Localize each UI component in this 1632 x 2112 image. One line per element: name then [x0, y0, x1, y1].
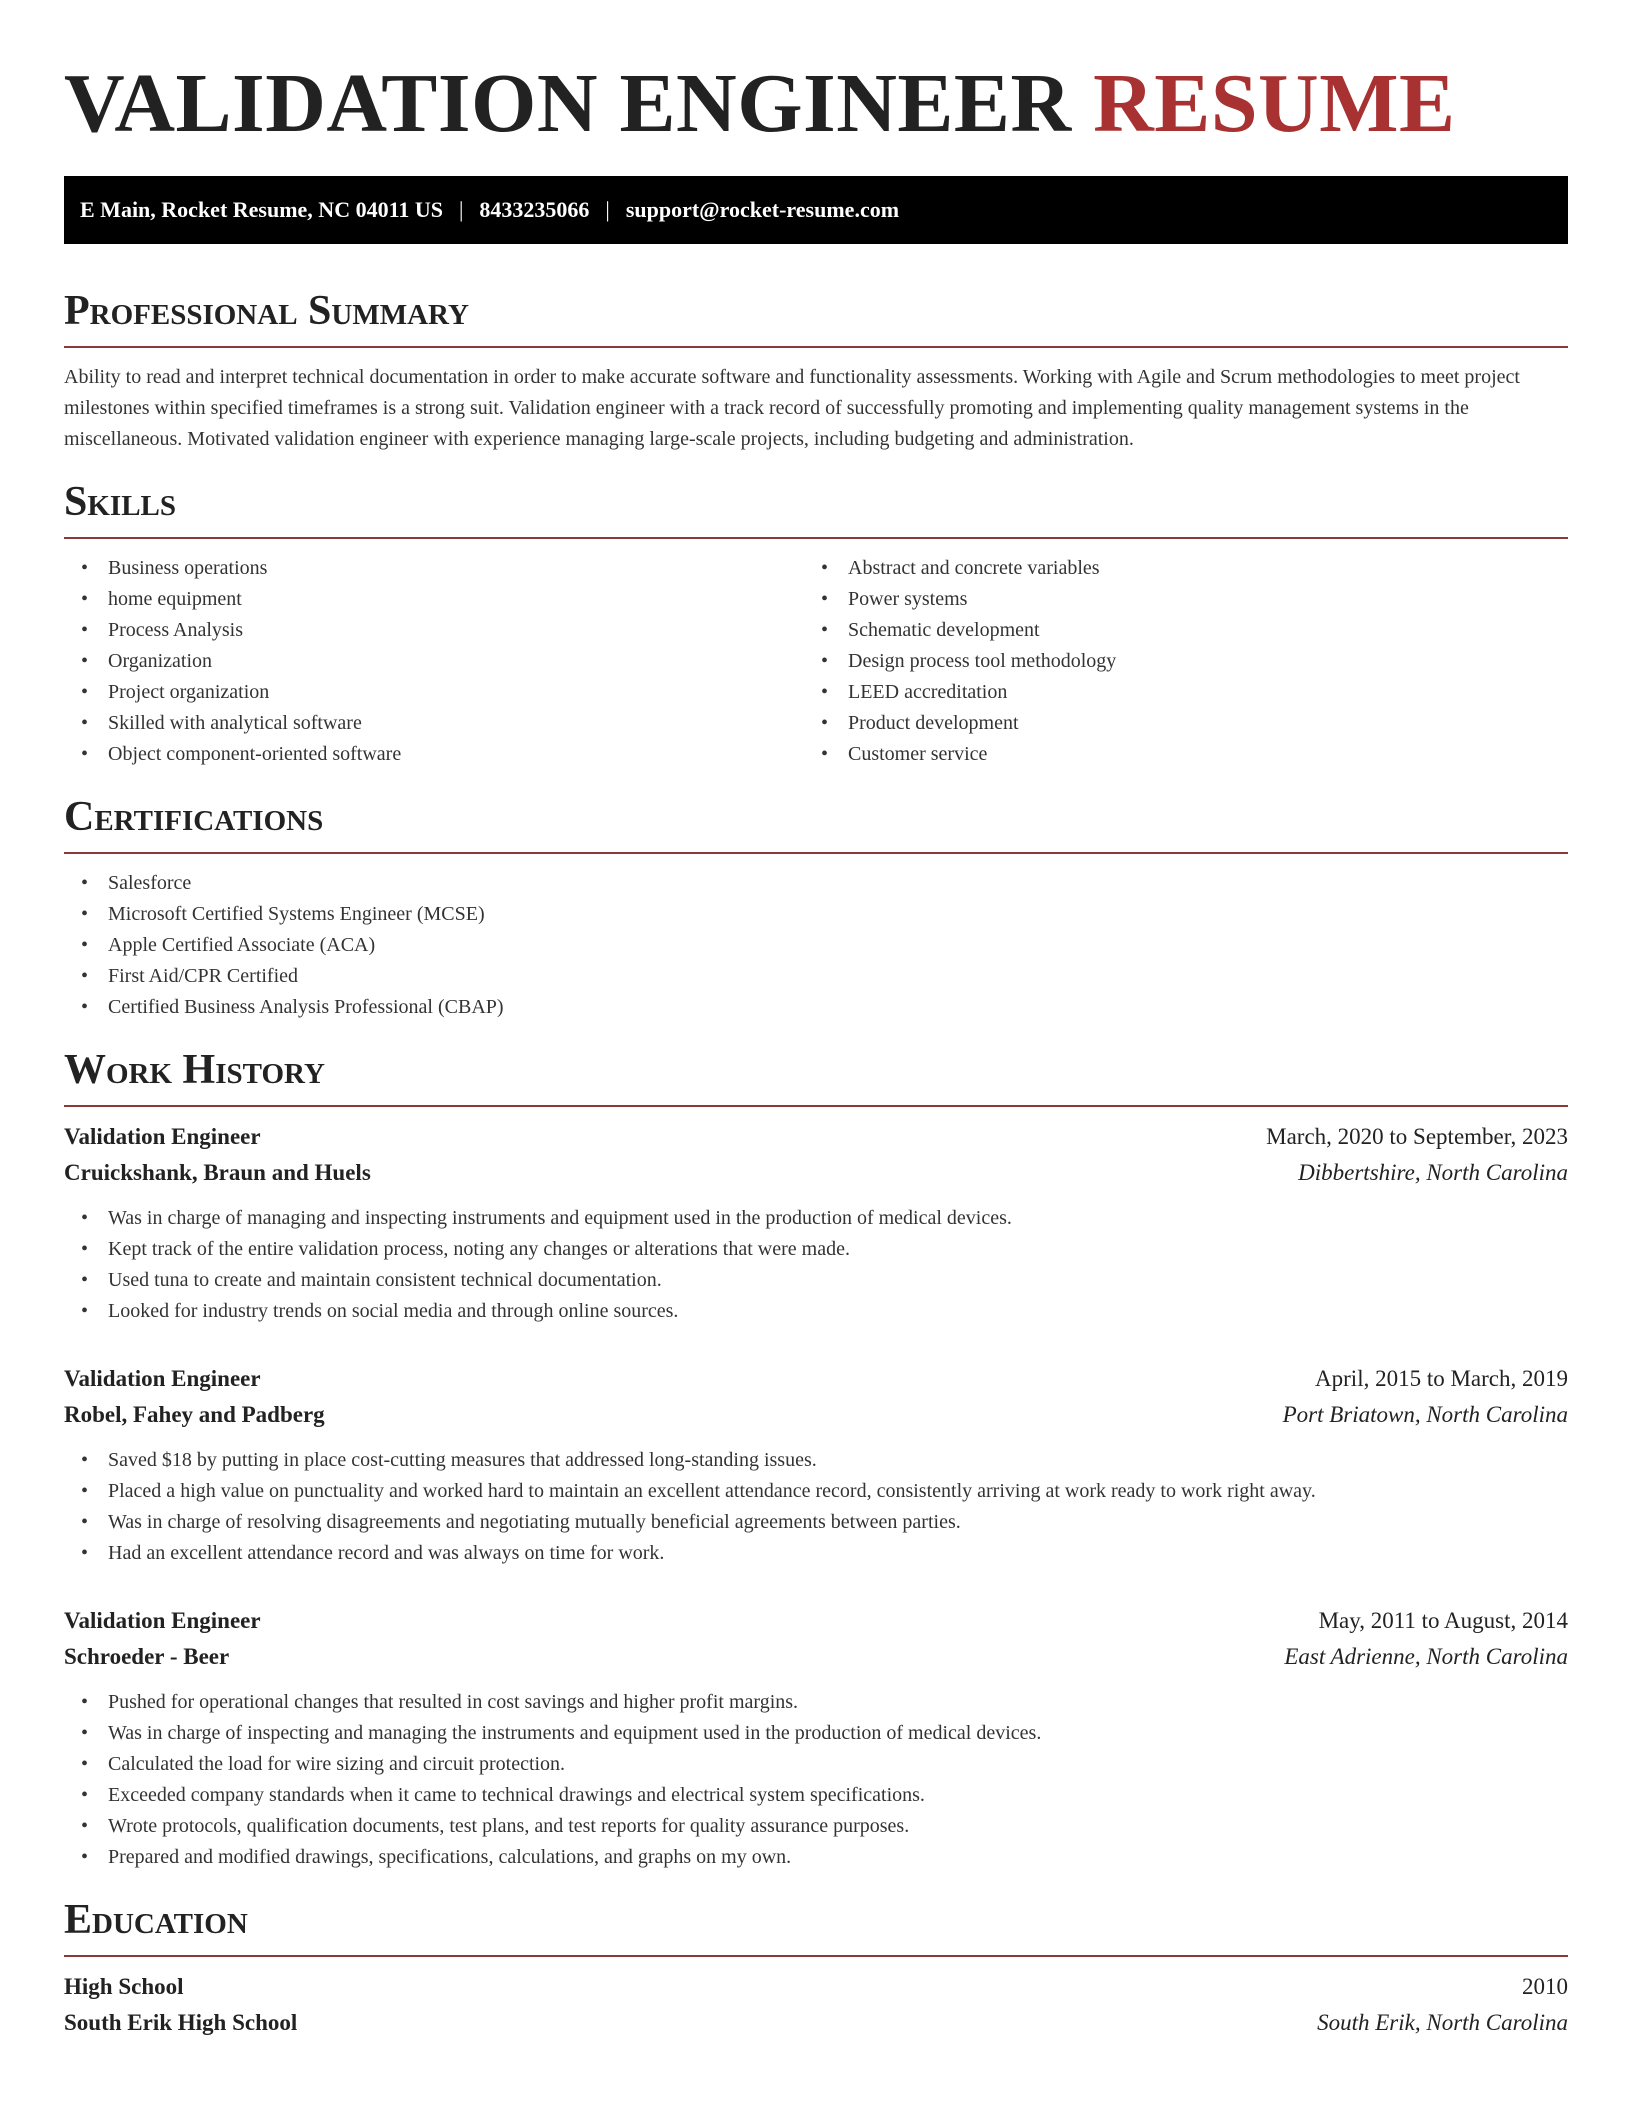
job-bullet [64, 1811, 1568, 1842]
bullet-icon: • [821, 743, 829, 765]
job-bullet-text: Kept track of the entire validation process, noting any changes or alterations that were made. [108, 1238, 850, 1260]
bullet-icon: • [81, 1300, 89, 1322]
skill-item [64, 708, 804, 739]
bullet-icon: • [81, 619, 89, 641]
skill-item-text: Business operations [108, 557, 268, 579]
certification-item [64, 992, 1568, 1023]
bullet-icon: • [81, 1449, 89, 1471]
job-bullet [64, 1265, 1568, 1296]
skill-item-text: LEED accreditation [848, 681, 1008, 703]
skill-item [804, 708, 1544, 739]
job-bullet [64, 1203, 1568, 1234]
job-location: Dibbertshire, North Carolina [1298, 1160, 1568, 1185]
bullet-icon: • [821, 619, 829, 641]
job-title: Validation Engineer [64, 1608, 261, 1633]
skill-item-text: Project organization [108, 681, 270, 703]
skill-item [804, 553, 1544, 584]
title-accent: RESUME [1093, 57, 1456, 150]
skill-item [64, 584, 804, 615]
skills-list-right [804, 553, 1544, 770]
skill-item-text: Organization [108, 650, 213, 672]
education-entry [64, 1969, 1568, 2041]
bullet-icon: • [81, 1207, 89, 1229]
skill-item [64, 677, 804, 708]
job-bullet [64, 1780, 1568, 1811]
education-year: 2010 [1522, 1974, 1568, 1999]
job-bullet-text: Pushed for operational changes that resulted in cost savings and higher profit margins. [108, 1691, 799, 1713]
skill-item [64, 553, 804, 584]
job-company: Schroeder - Beer [64, 1644, 230, 1669]
section-heading-summary: Professional Summary [64, 288, 469, 334]
bullet-icon: • [81, 934, 89, 956]
job-dates: April, 2015 to March, 2019 [1315, 1366, 1568, 1391]
bullet-icon: • [81, 650, 89, 672]
contact-email: support@rocket-resume.com [625, 197, 900, 222]
bullet-icon: • [81, 588, 89, 610]
job-company: Cruickshank, Braun and Huels [64, 1160, 371, 1185]
certification-item-text: Microsoft Certified Systems Engineer (MCSE) [108, 903, 485, 925]
certification-item [64, 961, 1568, 992]
job-bullet [64, 1296, 1568, 1327]
bullet-icon: • [81, 1784, 89, 1806]
section-heading-certifications: Certifications [64, 794, 324, 840]
skills-grid [64, 539, 1568, 770]
bullet-icon: • [81, 965, 89, 987]
job-bullets [64, 1687, 1568, 1873]
skill-item [804, 584, 1544, 615]
job-bullet [64, 1445, 1568, 1476]
job-bullet-text: Was in charge of inspecting and managing the instruments and equipment used in the production of medical devices. [108, 1722, 1042, 1744]
certifications-section [64, 792, 1568, 1023]
job-bullets [64, 1203, 1568, 1327]
job-bullet [64, 1234, 1568, 1265]
bullet-icon: • [81, 743, 89, 765]
job-bullet-text: Wrote protocols, qualification documents, test plans, and test reports for quality assurance purposes. [108, 1815, 910, 1837]
job-bullet [64, 1842, 1568, 1873]
skill-item-text: Process Analysis [108, 619, 243, 641]
skill-item-text: Abstract and concrete variables [848, 557, 1100, 579]
job-bullet-text: Placed a high value on punctuality and worked hard to maintain an excellent attendance record, consistently arriving at work ready to work right away. [108, 1480, 1316, 1502]
certification-item [64, 868, 1568, 899]
job-bullets [64, 1445, 1568, 1569]
job-company: Robel, Fahey and Padberg [64, 1402, 325, 1427]
job-bullet [64, 1507, 1568, 1538]
section-divider [64, 1105, 1568, 1107]
bullet-icon: • [81, 903, 89, 925]
bullet-icon: • [821, 650, 829, 672]
job-bullet-text: Looked for industry trends on social media and through online sources. [108, 1300, 679, 1322]
bullet-icon: • [81, 872, 89, 894]
certification-item-text: Apple Certified Associate (ACA) [108, 934, 376, 956]
bullet-icon: • [81, 681, 89, 703]
contact-address: E Main, Rocket Resume, NC 04011 US [80, 197, 443, 222]
skill-item-text: Customer service [848, 743, 988, 765]
skill-item [804, 739, 1544, 770]
work-history-section [64, 1045, 1568, 1873]
job-entry [64, 1361, 1568, 1569]
certification-item [64, 930, 1568, 961]
certifications-list [64, 868, 1568, 1023]
education-section [64, 1895, 1568, 2041]
skill-item-text: Skilled with analytical software [108, 712, 362, 734]
bullet-icon: • [81, 1269, 89, 1291]
job-bullet-text: Saved $18 by putting in place cost-cutting measures that addressed long-standing issues. [108, 1449, 817, 1471]
section-divider [64, 852, 1568, 854]
section-heading-work-history: Work History [64, 1047, 325, 1093]
skill-item [804, 677, 1544, 708]
bullet-icon: • [81, 1846, 89, 1868]
skill-item-text: Product development [848, 712, 1019, 734]
bullet-icon: • [81, 1238, 89, 1260]
section-heading-skills: Skills [64, 479, 177, 525]
certification-item-text: Salesforce [108, 872, 192, 894]
summary-section [64, 286, 1568, 455]
certification-item [64, 899, 1568, 930]
job-bullet-text: Exceeded company standards when it came to technical drawings and electrical system specifications. [108, 1784, 925, 1806]
section-divider [64, 1955, 1568, 1957]
skills-section [64, 477, 1568, 770]
skill-item [804, 615, 1544, 646]
skill-item-text: Power systems [848, 588, 968, 610]
job-bullet-text: Prepared and modified drawings, specifications, calculations, and graphs on my own. [108, 1846, 792, 1868]
contact-separator: | [605, 197, 610, 222]
skill-item-text: Design process tool methodology [848, 650, 1117, 672]
job-bullet [64, 1687, 1568, 1718]
skill-item-text: home equipment [108, 588, 242, 610]
job-bullet-text: Was in charge of resolving disagreements and negotiating mutually beneficial agreements between parties. [108, 1511, 961, 1533]
job-bullet [64, 1476, 1568, 1507]
skills-list-left [64, 553, 804, 770]
bullet-icon: • [81, 1691, 89, 1713]
skill-item [64, 646, 804, 677]
bullet-icon: • [821, 681, 829, 703]
bullet-icon: • [821, 712, 829, 734]
skill-item [64, 739, 804, 770]
bullet-icon: • [81, 557, 89, 579]
section-heading-education: Education [64, 1897, 248, 1943]
education-location: South Erik, North Carolina [1317, 2010, 1568, 2035]
skill-item-text: Schematic development [848, 619, 1040, 641]
job-dates: May, 2011 to August, 2014 [1318, 1608, 1568, 1633]
job-bullet-text: Had an excellent attendance record and was always on time for work. [108, 1542, 665, 1564]
section-divider [64, 346, 1568, 348]
bullet-icon: • [81, 1753, 89, 1775]
skill-item [804, 646, 1544, 677]
bullet-icon: • [81, 1480, 89, 1502]
bullet-icon: • [81, 996, 89, 1018]
jobs-list [64, 1119, 1568, 1873]
job-bullet-text: Was in charge of managing and inspecting instruments and equipment used in the production of medical devices. [108, 1207, 1012, 1229]
job-bullet-text: Calculated the load for wire sizing and circuit protection. [108, 1753, 566, 1775]
contact-bar [64, 176, 1568, 244]
job-entry [64, 1119, 1568, 1327]
contact-separator: | [459, 197, 464, 222]
job-bullet [64, 1718, 1568, 1749]
certification-item-text: First Aid/CPR Certified [108, 965, 299, 987]
certification-item-text: Certified Business Analysis Professional (CBAP) [108, 996, 504, 1018]
contact-phone: 8433235066 [479, 197, 590, 222]
job-dates: March, 2020 to September, 2023 [1266, 1124, 1568, 1149]
education-degree: High School [64, 1974, 184, 1999]
job-bullet [64, 1538, 1568, 1569]
job-title: Validation Engineer [64, 1124, 261, 1149]
bullet-icon: • [821, 588, 829, 610]
job-entry [64, 1603, 1568, 1873]
job-location: Port Briatown, North Carolina [1282, 1402, 1568, 1427]
job-bullet [64, 1749, 1568, 1780]
bullet-icon: • [81, 1511, 89, 1533]
title-main: VALIDATION ENGINEER [64, 57, 1072, 150]
bullet-icon: • [821, 557, 829, 579]
skill-item [64, 615, 804, 646]
education-school: South Erik High School [64, 2010, 298, 2035]
skill-item-text: Object component-oriented software [108, 743, 402, 765]
job-location: East Adrienne, North Carolina [1284, 1644, 1568, 1669]
bullet-icon: • [81, 1815, 89, 1837]
bullet-icon: • [81, 712, 89, 734]
bullet-icon: • [81, 1722, 89, 1744]
job-bullet-text: Used tuna to create and maintain consistent technical documentation. [108, 1269, 662, 1291]
summary-text: Ability to read and interpret technical documentation in order to make accurate software and functionality assessments. Working with Agile and Scrum methodologies to meet project milestones within specified timeframes is a strong suit. Validation engineer with a track record of successfully promoting and implementing quality management systems in the miscellaneous. Motivated validation engineer with experience managing large-scale projects, including budgeting and administration. [64, 366, 1520, 450]
resume-title [64, 0, 1568, 154]
job-title: Validation Engineer [64, 1366, 261, 1391]
bullet-icon: • [81, 1542, 89, 1564]
